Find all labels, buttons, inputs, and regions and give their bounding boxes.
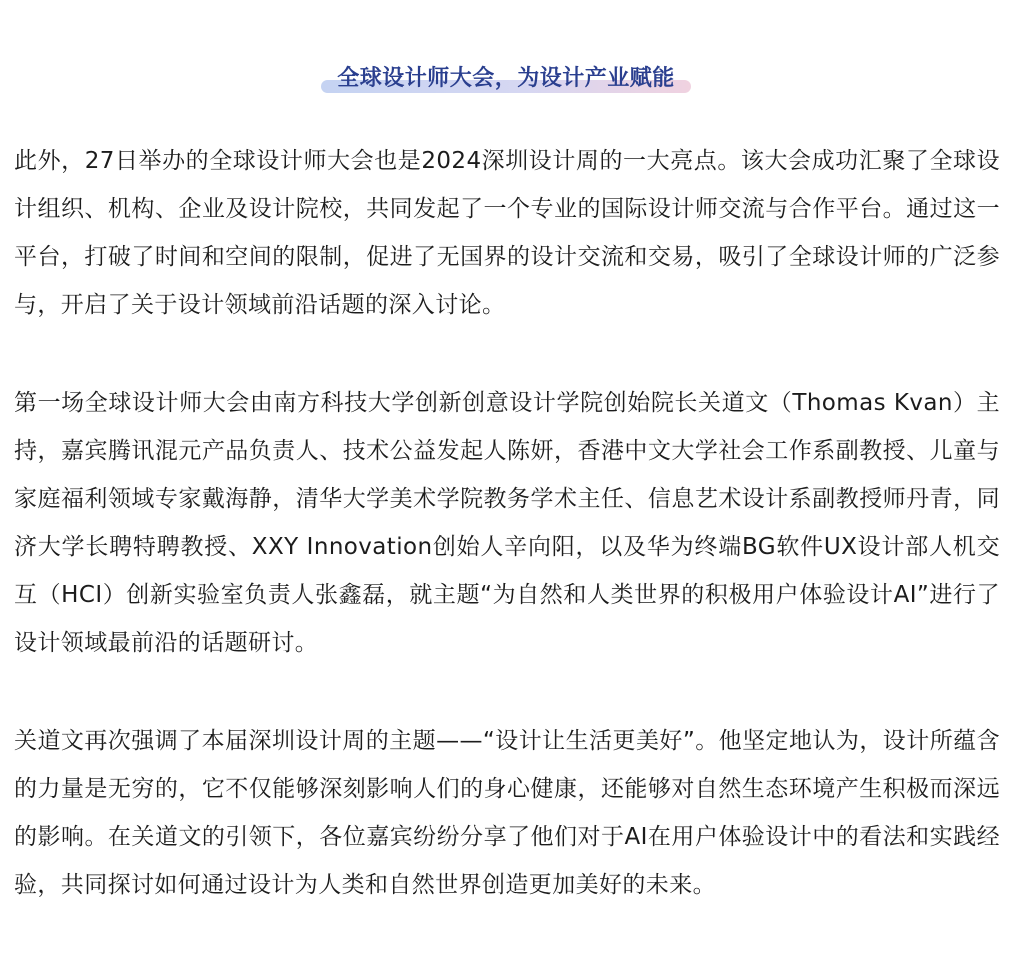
article-body bbox=[14, 137, 1000, 959]
paragraph: 此外，27日举办的全球设计师大会也是2024深圳设计周的一大亮点。该大会成功汇聚了全球设计组织、机构、企业及设计院校，共同发起了一个专业的国际设计师交流与合作平台。通过这一平台，打破了时间和空间的限制，促进了无国界的设计交流和交易，吸引了全球设计师的广泛参与，开启了关于设计领域前沿话题的深入讨论。 bbox=[14, 148, 1000, 318]
section-heading-text: 全球设计师大会，为设计产业赋能 bbox=[337, 66, 675, 91]
paragraph: 第一场全球设计师大会由南方科技大学创新创意设计学院创始院长关道文（Thomas Kvan）主持，嘉宾腾讯混元产品负责人、技术公益发起人陈妍，香港中文大学社会工作系副教授、儿童与家庭福利领域专家戴海静，清华大学美术学院教务学术主任、信息艺术设计系副教授师丹青，同济大学长聘特聘教授、XXY Innovation创始人辛向阳，以及华为终端BG软件UX设计部人机交互（HCI）创新实验室负责人张鑫磊，就主题“为自然和人类世界的积极用户体验设计AI”进行了设计领域最前沿的话题研讨。 bbox=[14, 390, 1000, 656]
section-heading-container bbox=[0, 62, 1012, 96]
paragraph: 关道文再次强调了本届深圳设计周的主题——“设计让生活更美好”。他坚定地认为，设计所蕴含的力量是无穷的，它不仅能够深刻影响人们的身心健康，还能够对自然生态环境产生积极而深远的影响。在关道文的引领下，各位嘉宾纷纷分享了他们对于AI在用户体验设计中的看法和实践经验，共同探讨如何通过设计为人类和自然世界创造更加美好的未来。 bbox=[14, 728, 1000, 898]
section-heading bbox=[321, 62, 691, 96]
